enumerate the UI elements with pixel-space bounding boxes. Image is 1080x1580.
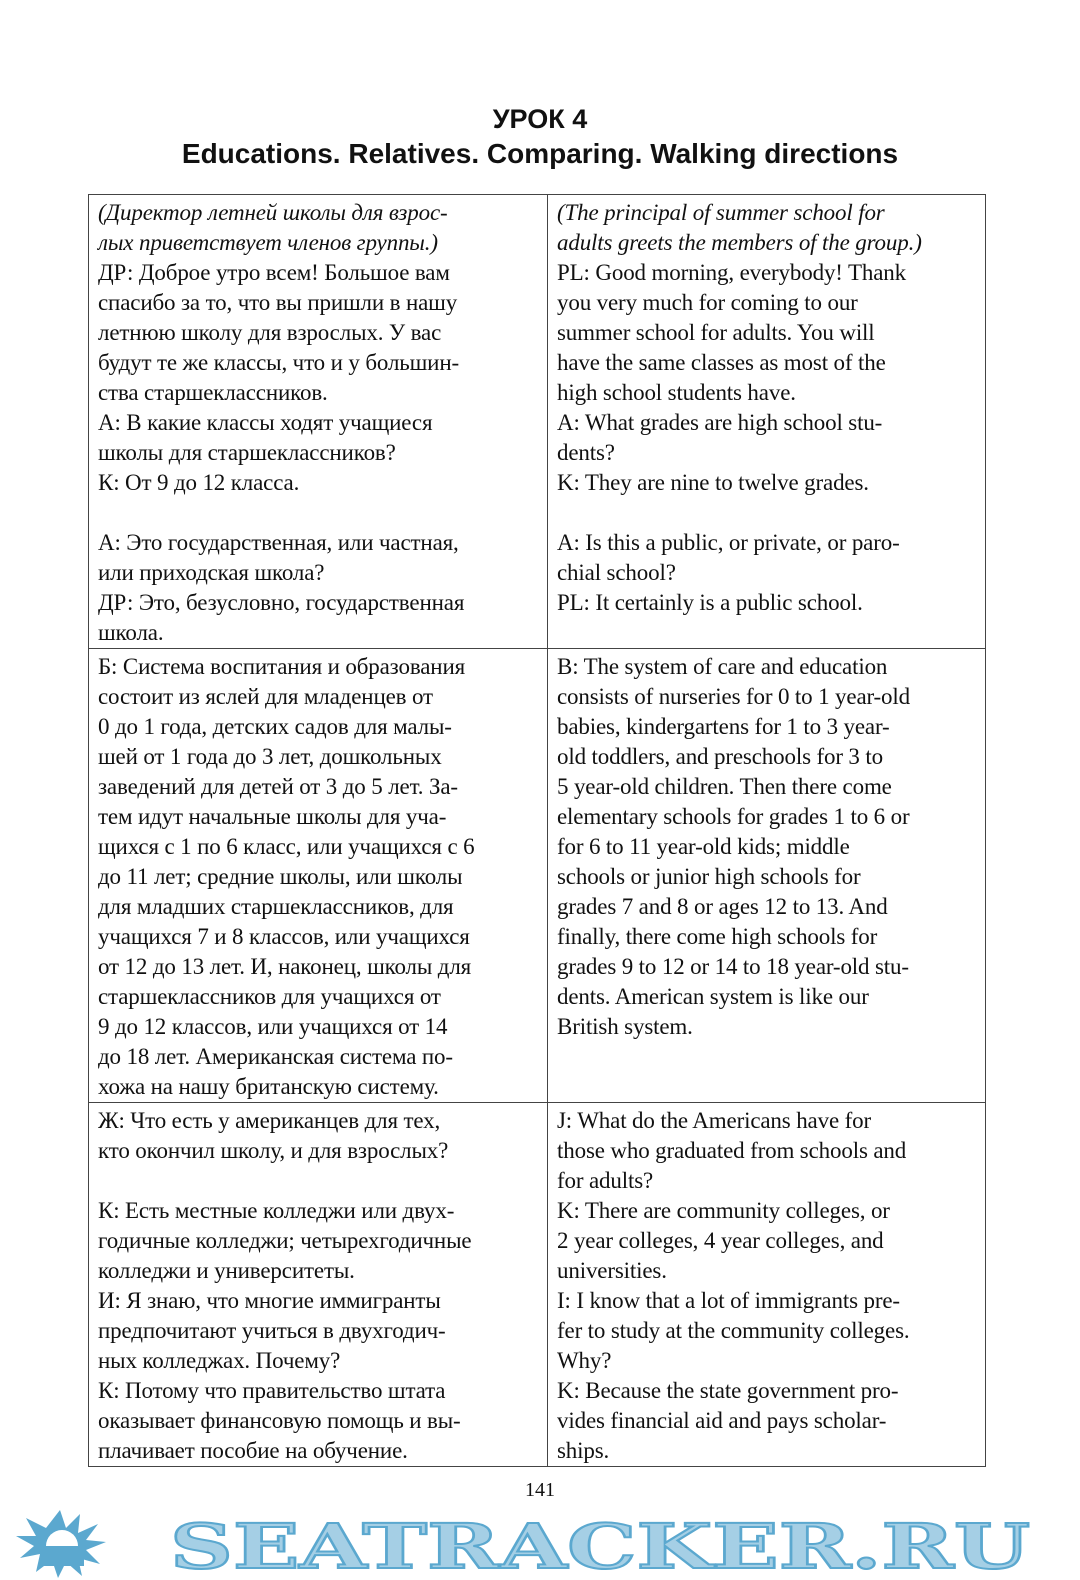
english-line: you very much for coming to our [557, 290, 858, 315]
russian-line: годичные колледжи; четырехгодичные [98, 1228, 472, 1253]
russian-line: до 11 лет; средние школы, или школы [98, 864, 463, 889]
russian-cell [89, 195, 548, 649]
english-line: babies, kindergartens for 1 to 3 year- [557, 714, 890, 739]
lesson-number: УРОК 4 [492, 104, 588, 134]
russian-line: ства старшеклассников. [98, 380, 328, 405]
russian-line: шей от 1 года до 3 лет, дошкольных [98, 744, 442, 769]
russian-line: плачивает пособие на обучение. [98, 1438, 408, 1463]
english-line: chial school? [557, 560, 676, 585]
english-line: B: The system of care and education [557, 654, 888, 679]
english-line: schools or junior high schools for [557, 864, 861, 889]
russian-line [98, 1166, 544, 1196]
russian-line: колледжи и университеты. [98, 1258, 355, 1283]
english-line: fer to study at the community colleges. [557, 1318, 910, 1343]
english-cell [548, 195, 986, 649]
russian-cell [89, 649, 548, 1103]
english-line: for 6 to 11 year-old kids; middle [557, 834, 850, 859]
english-line: high school students have. [557, 380, 796, 405]
english-line: dents? [557, 440, 615, 465]
english-line: grades 7 and 8 or ages 12 to 13. And [557, 894, 888, 919]
russian-line: летнюю школу для взрослых. У вас [98, 320, 442, 345]
russian-line: 9 до 12 классов, или учащихся от 14 [98, 1014, 448, 1039]
russian-line: щихся с 1 по 6 класс, или учащихся с 6 [98, 834, 475, 859]
english-cell [548, 649, 986, 1103]
russian-line: ДР: Доброе утро всем! Большое вам [98, 260, 450, 285]
english-line: for adults? [557, 1168, 654, 1193]
russian-line: хожа на нашу британскую систему. [98, 1074, 439, 1099]
russian-line: или приходская школа? [98, 560, 325, 585]
russian-line: учащихся 7 и 8 классов, или учащихся [98, 924, 470, 949]
english-line: finally, there come high schools for [557, 924, 878, 949]
english-line: I: I know that a lot of immigrants pre- [557, 1288, 900, 1313]
english-line: PL: Good morning, everybody! Thank [557, 260, 907, 285]
russian-line: для младших старшеклассников, для [98, 894, 454, 919]
english-line: A: Is this a public, or private, or paro- [557, 530, 900, 555]
russian-line: К: Потому что правительство штата [98, 1378, 446, 1403]
english-line: K: There are community colleges, or [557, 1198, 890, 1223]
russian-line: предпочитают учиться в двухгодич- [98, 1318, 446, 1343]
watermark-text: SEATRACKER.RU [170, 1510, 1030, 1578]
english-line: dents. American system is like our [557, 984, 869, 1009]
russian-line: до 18 лет. Американская система по- [98, 1044, 453, 1069]
russian-line: А: Это государственная, или частная, [98, 530, 459, 555]
english-line: grades 9 to 12 or 14 to 18 year-old stu- [557, 954, 909, 979]
english-line: elementary schools for grades 1 to 6 or [557, 804, 910, 829]
english-line: those who graduated from schools and [557, 1138, 907, 1163]
russian-line: кто окончил школу, и для взрослых? [98, 1138, 449, 1163]
english-line: K: They are nine to twelve grades. [557, 470, 869, 495]
russian-cell [89, 1103, 548, 1467]
english-line: vides financial aid and pays scholar- [557, 1408, 887, 1433]
english-line: 5 year-old children. Then there come [557, 774, 892, 799]
english-line: PL: It certainly is a public school. [557, 590, 863, 615]
english-line [557, 498, 982, 528]
english-line: have the same classes as most of the [557, 350, 886, 375]
dialogue-row [89, 1103, 986, 1467]
russian-line: К: Есть местные колледжи или двух- [98, 1198, 455, 1223]
english-line: Why? [557, 1348, 612, 1373]
russian-line: А: В какие классы ходят учащиеся [98, 410, 433, 435]
russian-line: школа. [98, 620, 164, 645]
russian-line: Ж: Что есть у американцев для тех, [98, 1108, 441, 1133]
russian-line: лых приветствует членов группы.) [98, 230, 438, 255]
english-line: A: What grades are high school stu- [557, 410, 883, 435]
english-line: K: Because the state government pro- [557, 1378, 899, 1403]
page-number: 141 [525, 1479, 555, 1501]
dialogue-row [89, 195, 986, 649]
russian-line: будут те же классы, что и у большин- [98, 350, 459, 375]
russian-line: состоит из яслей для младенцев от [98, 684, 433, 709]
russian-line: старшеклассников для учащихся от [98, 984, 441, 1009]
russian-line: от 12 до 13 лет. И, наконец, школы для [98, 954, 472, 979]
dialogue-row [89, 649, 986, 1103]
russian-line: Б: Система воспитания и образования [98, 654, 466, 679]
russian-line: 0 до 1 года, детских садов для малы- [98, 714, 452, 739]
russian-line: (Директор летней школы для взрос- [98, 200, 448, 225]
russian-line: спасибо за то, что вы пришли в нашу [98, 290, 458, 315]
russian-line: тем идут начальные школы для уча- [98, 804, 447, 829]
english-line: adults greets the members of the group.) [557, 230, 922, 255]
sunburst-logo-icon [16, 1510, 106, 1578]
english-line: old toddlers, and preschools for 3 to [557, 744, 883, 769]
russian-line: ных колледжах. Почему? [98, 1348, 341, 1373]
lesson-title: Educations. Relatives. Comparing. Walking directions [181, 138, 899, 169]
russian-line: И: Я знаю, что многие иммигранты [98, 1288, 441, 1313]
russian-line: школы для старшеклассников? [98, 440, 396, 465]
english-line: summer school for adults. You will [557, 320, 875, 345]
english-line: 2 year colleges, 4 year colleges, and [557, 1228, 884, 1253]
english-cell [548, 1103, 986, 1467]
english-line: J: What do the Americans have for [557, 1108, 871, 1133]
english-line: universities. [557, 1258, 667, 1283]
english-line: (The principal of summer school for [557, 200, 885, 225]
english-line: British system. [557, 1014, 693, 1039]
russian-line: ДР: Это, безусловно, государственная [98, 590, 465, 615]
english-line: ships. [557, 1438, 610, 1463]
russian-line [98, 498, 544, 528]
dialogue-table [88, 194, 986, 1467]
english-line: consists of nurseries for 0 to 1 year-old [557, 684, 911, 709]
russian-line: оказывает финансовую помощь и вы- [98, 1408, 461, 1433]
watermark [0, 1508, 1080, 1578]
russian-line: заведений для детей от 3 до 5 лет. За- [98, 774, 458, 799]
russian-line: К: От 9 до 12 класса. [98, 470, 300, 495]
